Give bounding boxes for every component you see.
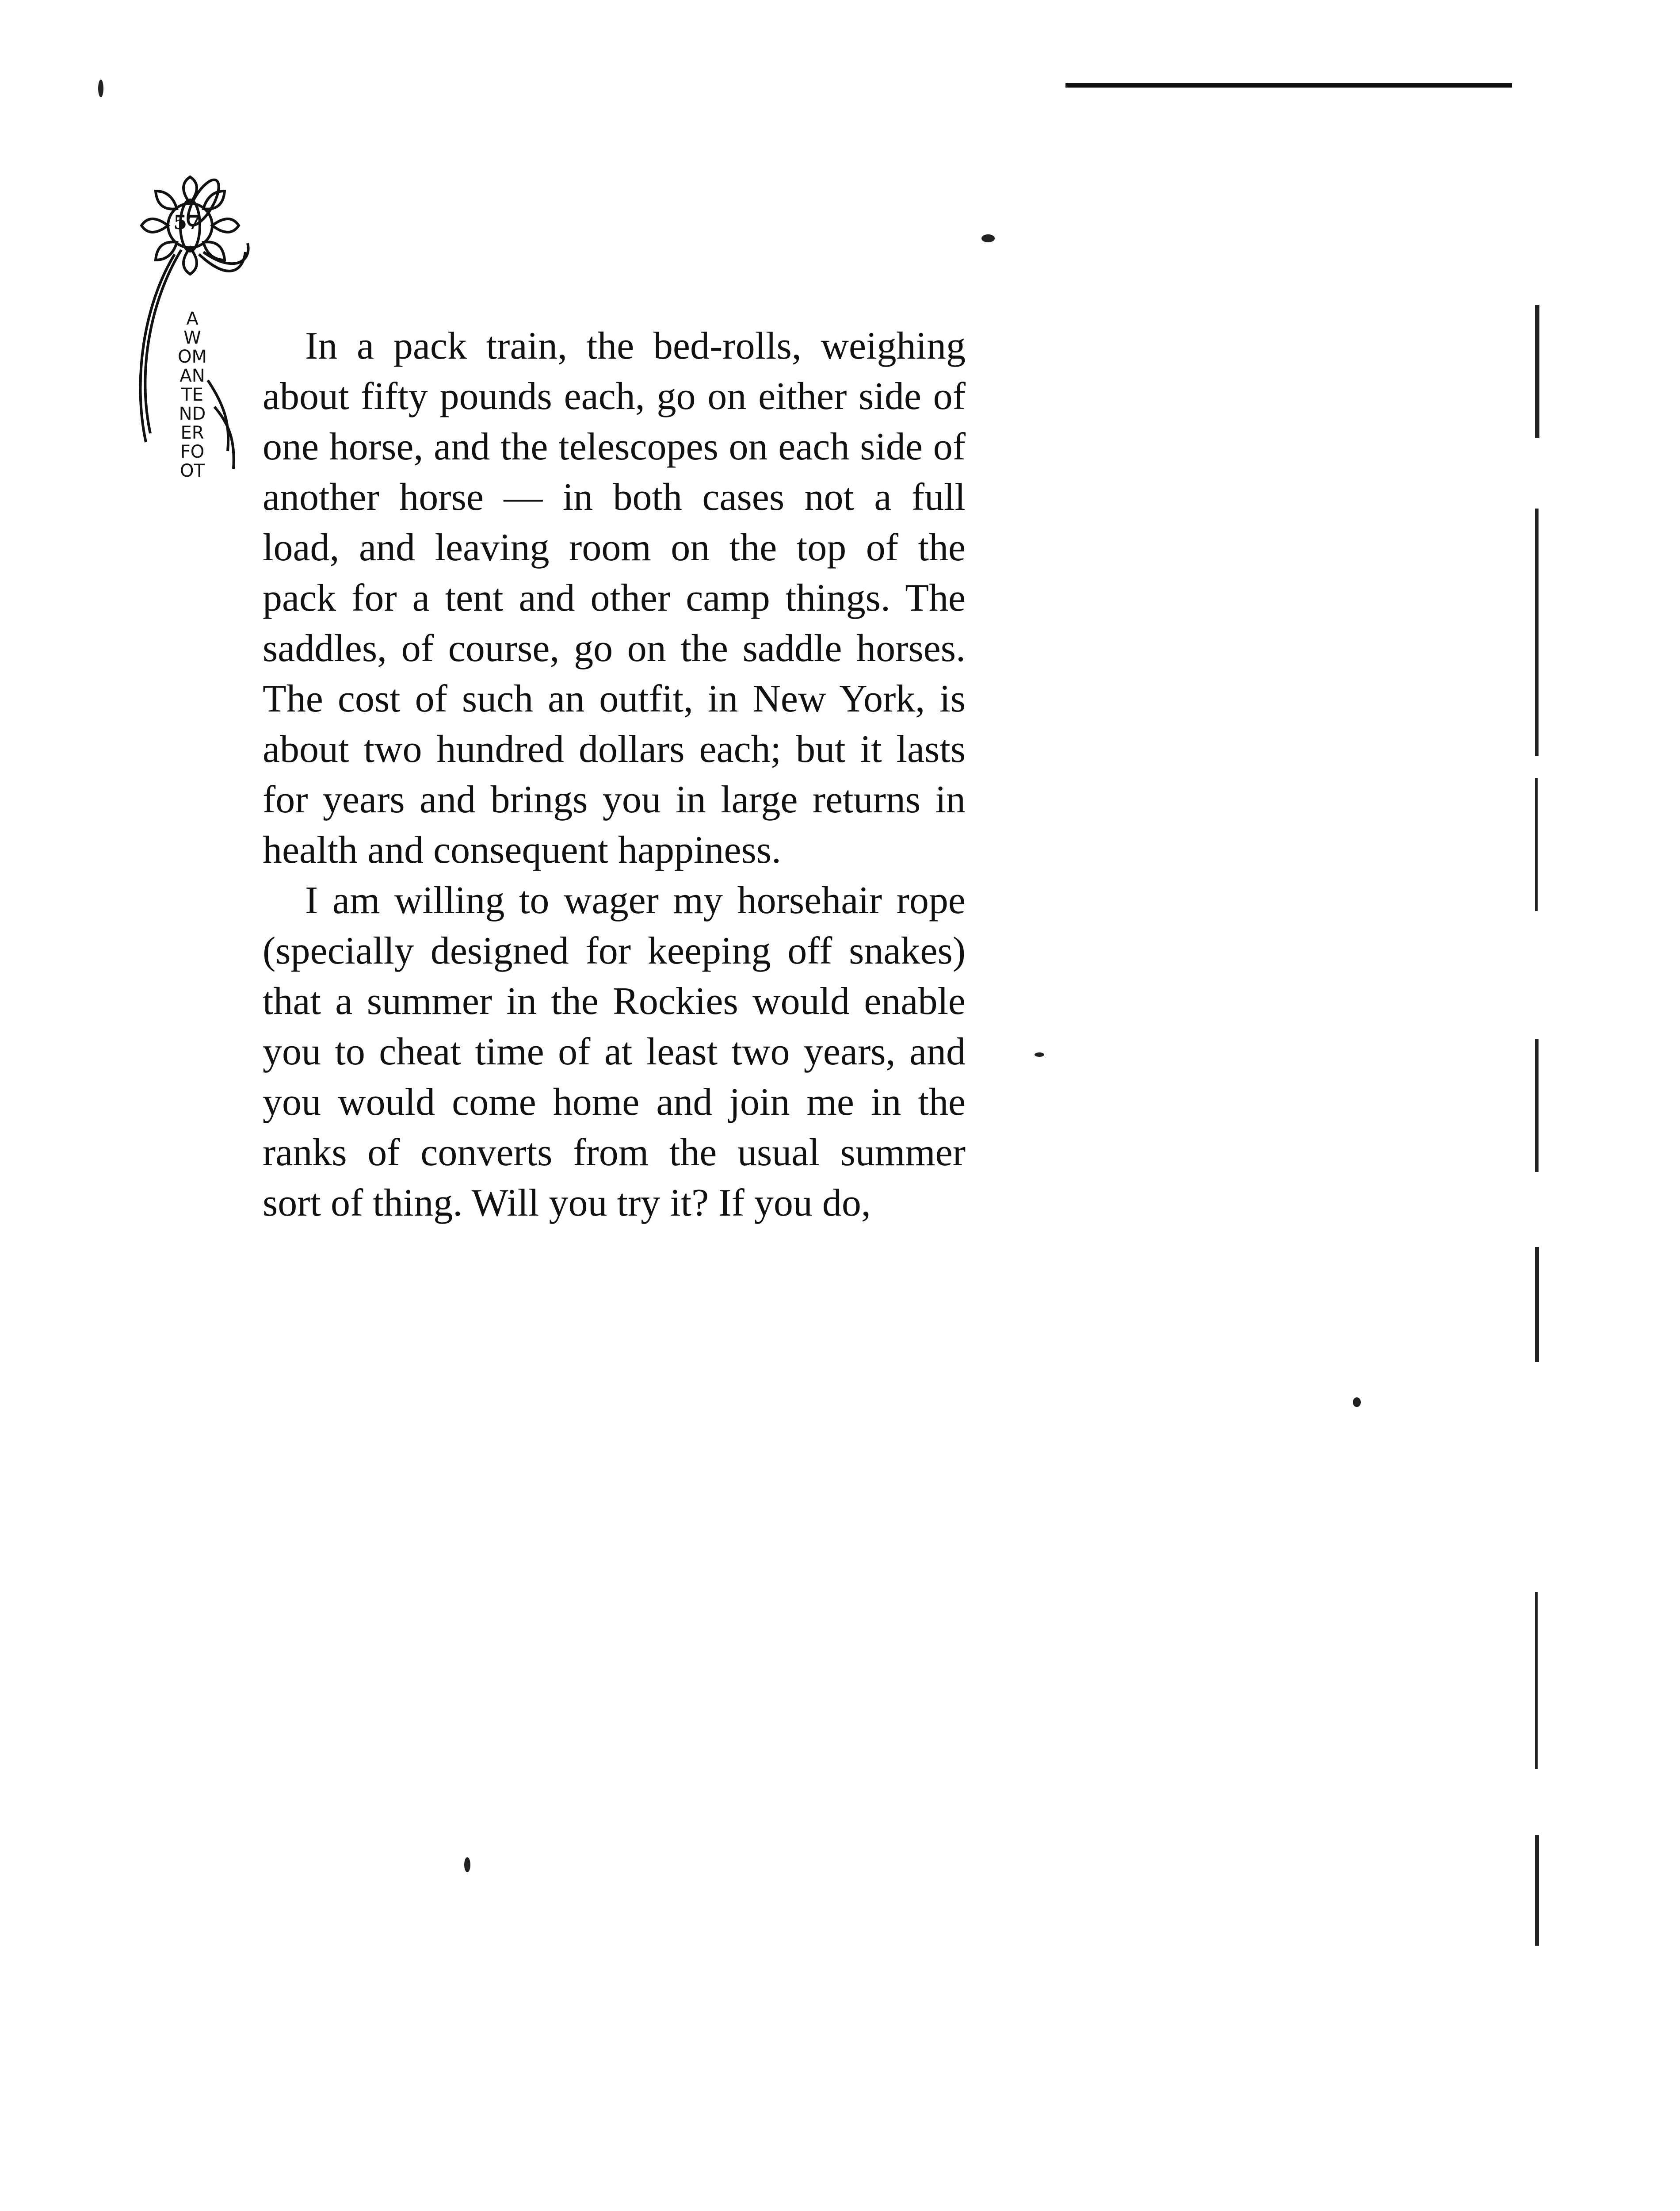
scan-margin-mark: [1535, 1592, 1538, 1769]
paragraph: In a pack train, the bed-rolls, weighing about fifty pounds each, go on either side of one horse, and the telescopes on each side of another horse — in both cases not a full load, and leaving room on the top of the pack for a tent and other camp things. The saddles, of course, go on the saddle horses. The cost of such an outfit, in New York, is about two hundred dollars each; but it lasts for years and brings you in large returns in health and consequent happiness.: [263, 325, 966, 872]
running-head: [177, 310, 208, 481]
running-head-text: A WOMAN TENDERFOOT: [178, 309, 207, 481]
scan-margin-mark: [1535, 509, 1539, 756]
scan-margin-mark: [1535, 1247, 1539, 1362]
scan-margin-mark: [1535, 305, 1539, 438]
ink-speck: [1035, 1052, 1044, 1057]
paragraph: I am willing to wager my horsehair rope (specially designed for keeping off snakes) that a summer in the Rockies would enable you to cheat time of at least two years, and you would come home and join me in the ranks of converts from the usual summer sort of thing. Will you try it? If you do,: [263, 879, 966, 1224]
ink-speck: [464, 1857, 470, 1872]
body-text: [263, 321, 966, 1228]
ink-speck: [1353, 1397, 1361, 1407]
scan-margin-mark: [1535, 1039, 1539, 1172]
ink-speck: [98, 80, 103, 97]
ink-speck: [981, 234, 995, 242]
scan-edge-rule: [1065, 83, 1512, 88]
page-number: 57: [173, 211, 201, 234]
scan-margin-mark: [1535, 1835, 1539, 1946]
scan-margin-mark: [1535, 778, 1538, 911]
